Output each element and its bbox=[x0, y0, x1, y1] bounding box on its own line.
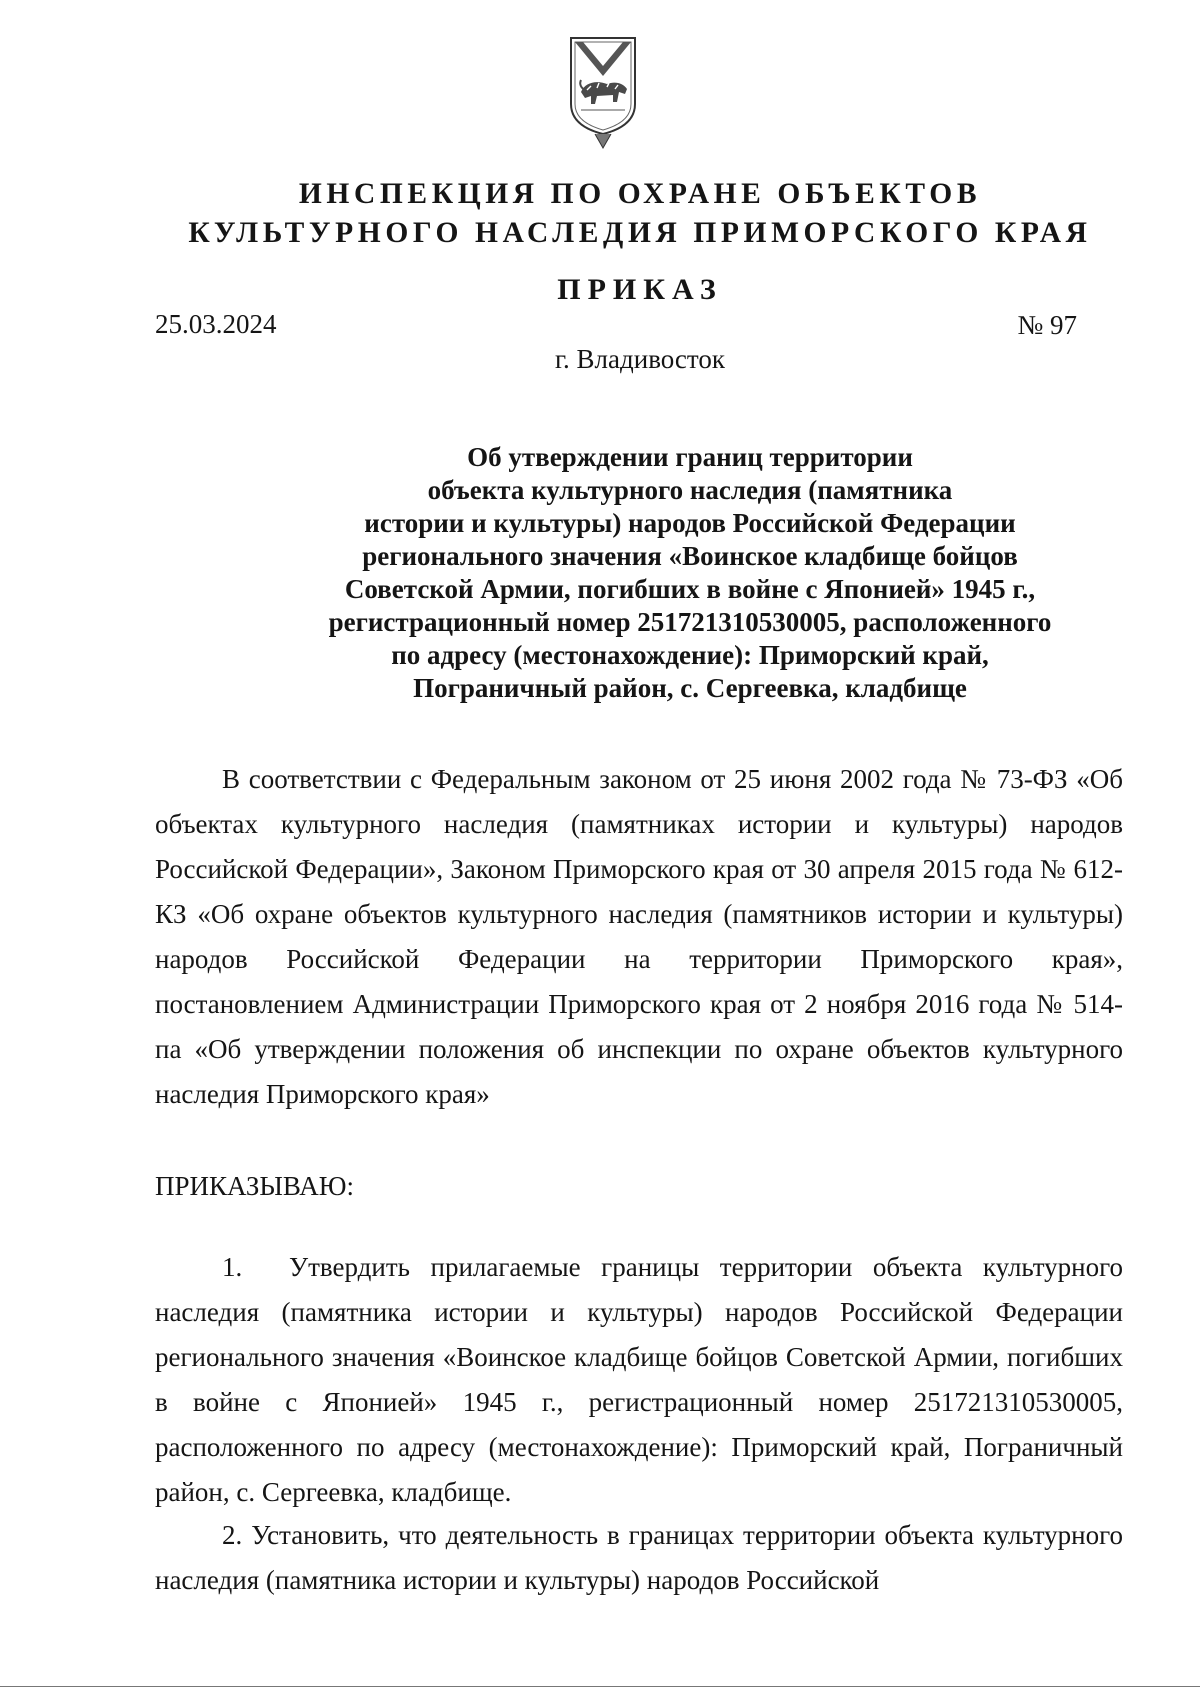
subject-line: регионального значения «Воинское кладбище бойцов bbox=[362, 541, 1018, 571]
order-item-1 bbox=[155, 1245, 1123, 1515]
subject-line: регистрационный номер 251721310530005, расположенного bbox=[328, 607, 1052, 637]
item-number: 2. bbox=[222, 1520, 243, 1550]
subject-line: Об утверждении границ территории bbox=[467, 442, 913, 472]
coat-of-arms-icon bbox=[567, 34, 639, 152]
subject-line: объекта культурного наследия (памятника bbox=[427, 475, 953, 505]
subject-line: Пограничный район, с. Сергеевка, кладбище bbox=[413, 673, 967, 703]
document-type: ПРИКАЗ bbox=[557, 273, 723, 306]
organization-title-line-2: КУЛЬТУРНОГО НАСЛЕДИЯ ПРИМОРСКОГО КРАЯ bbox=[188, 217, 1092, 249]
document-subject bbox=[260, 441, 1120, 705]
subject-line: Советской Армии, погибших в войне с Японией» 1945 г., bbox=[344, 574, 1036, 604]
order-item-2 bbox=[155, 1513, 1123, 1603]
subject-line: истории и культуры) народов Российской Федерации bbox=[364, 508, 1016, 538]
document-city: г. Владивосток bbox=[555, 344, 725, 374]
item-text: Установить, что деятельность в границах территории объекта культурного наследия (памятника истории и культуры) народов Российской bbox=[155, 1520, 1123, 1595]
organization-title bbox=[150, 175, 1130, 253]
subject-line: по адресу (местонахождение): Приморский край, bbox=[391, 640, 989, 670]
page-bottom-edge bbox=[0, 1686, 1200, 1687]
item-text: Утвердить прилагаемые границы территории объекта культурного наследия (памятника истории и культуры) народов Российской Федерации регионального значения «Воинское кладбище бойцов Советской Армии, погибших в войне с Японией» 1945 г., регистрационный номер 251721310530005, расположенного по адресу (местонахождение): Приморский край, Пограничный район, с. Сергеевка, кладбище. bbox=[155, 1252, 1123, 1507]
document-number: № 97 bbox=[1017, 310, 1077, 340]
organization-title-line-1: ИНСПЕКЦИЯ ПО ОХРАНЕ ОБЪЕКТОВ bbox=[298, 178, 982, 210]
order-word: ПРИКАЗЫВАЮ: bbox=[155, 1171, 354, 1201]
preamble-paragraph: В соответствии с Федеральным законом от 25 июня 2002 года № 73-ФЗ «Об объектах культурного наследия (памятниках истории и культуры) народов Российской Федерации», Законом Приморского края от 30 апреля 2015 года № 612-КЗ «Об охране объектов культурного наследия (памятников истории и культуры) народов Российской Федерации на территории Приморского края», постановлением Администрации Приморского края от 2 ноября 2016 года № 514-па «Об утверждении положения об инспекции по охране объектов культурного наследия Приморского края» bbox=[155, 764, 1123, 1109]
item-number: 1. bbox=[222, 1252, 243, 1282]
document-date: 25.03.2024 bbox=[155, 309, 277, 339]
